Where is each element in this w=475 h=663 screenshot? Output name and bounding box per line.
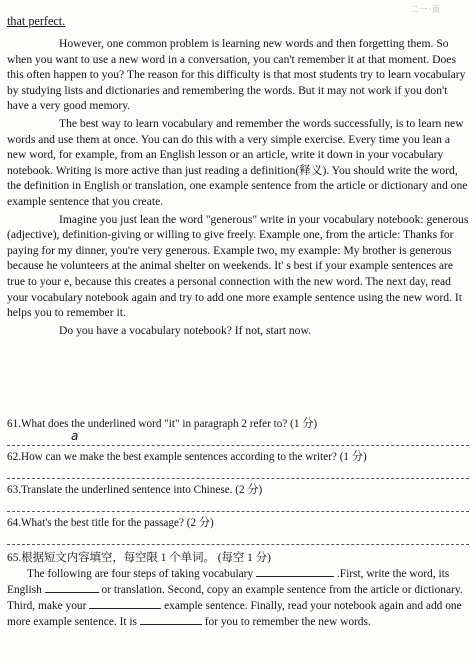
question-64 (7, 516, 469, 545)
answer-line-61[interactable] (7, 431, 469, 446)
q65-text-5: for you to remember the new words. (204, 616, 371, 628)
question-65 (7, 551, 469, 630)
question-62 (7, 450, 469, 479)
corner-page-mark: 二一·页 (410, 5, 441, 14)
blank-2[interactable] (45, 582, 99, 593)
paragraph-3: Imagine you just lean the word "generous" write in your vocabulary notebook: generous (adjective), definition-giving or willing to give freely. Example one, from the article: Thanks for paying for my dinner, you're very generous. Example two, my example: My brother is generous because he volunteers at the animal shelter on weekends. It' s best if your example sentences are true to your e, because this creates a personal connection with the new word. The next day, read your vocabulary notebook again and try to add one more example sentence using the new word. It helps you to remember it. (7, 212, 469, 320)
blank-4[interactable] (140, 614, 202, 625)
question-section (7, 417, 469, 630)
blank-1[interactable] (256, 566, 334, 577)
paragraph-2: The best way to learn vocabulary and remember the words successfully, is to learn new words and use them at once. You can do this with a very simple exercise. Every time you lean a new word, for example, from an English lesson or an article, write it down in your vocabulary notebook. Writing is more active than just reading a definition(释义). You should write the word, the definition in English or translation, one example sentence from the article or dictionary and one example sentence that you create. (7, 116, 468, 208)
answer-line-64[interactable] (7, 530, 469, 545)
question-63-text: 63.Translate the underlined sentence into Chinese. (2 分) (7, 484, 263, 496)
question-61-text: 61.What does the underlined word "it" in paragraph 2 refer to? (1 分) (7, 418, 318, 430)
question-63 (7, 483, 469, 512)
passage-fragment-heading: that perfect. (7, 14, 66, 28)
reading-passage (7, 36, 469, 340)
answer-line-63[interactable] (7, 497, 469, 512)
paragraph-1: However, one common problem is learning new words and then forgetting them. So when you want to use a new word in a conversation, you can't remember it at that moment. Does this often happen to you? The reason for this difficulty is that most students try to learn vocabulary by studying lists and dictionaries and remembering the words. But it may not work if you don't have a very good memory. (7, 37, 466, 113)
answer-line-62[interactable] (7, 464, 469, 479)
handwritten-answer-61: a (71, 429, 79, 443)
question-65-body (7, 566, 469, 630)
paragraph-4: Do you have a vocabulary notebook? If not, start now. (59, 323, 311, 337)
q65-text-4: example sentence. Finally, read your notebook again and add one more example sentence. It is (7, 600, 462, 628)
q65-text-2: .First, write the word, its English (7, 568, 450, 596)
question-61 (7, 417, 469, 446)
blank-3[interactable] (89, 598, 161, 609)
q65-text-3: or translation. Second, copy an example sentence from the article or dictionary. Third, make your (7, 584, 463, 612)
q65-text-1: The following are four steps of taking vocabulary (27, 568, 254, 580)
question-62-text: 62.How can we make the best example sentences according to the writer? (1 分) (7, 451, 367, 463)
question-65-title: 65.根据短文内容填空，每空限 1 个单词。 (每空 1 分) (7, 552, 271, 564)
question-64-text: 64.What's the best title for the passage? (2 分) (7, 517, 214, 529)
